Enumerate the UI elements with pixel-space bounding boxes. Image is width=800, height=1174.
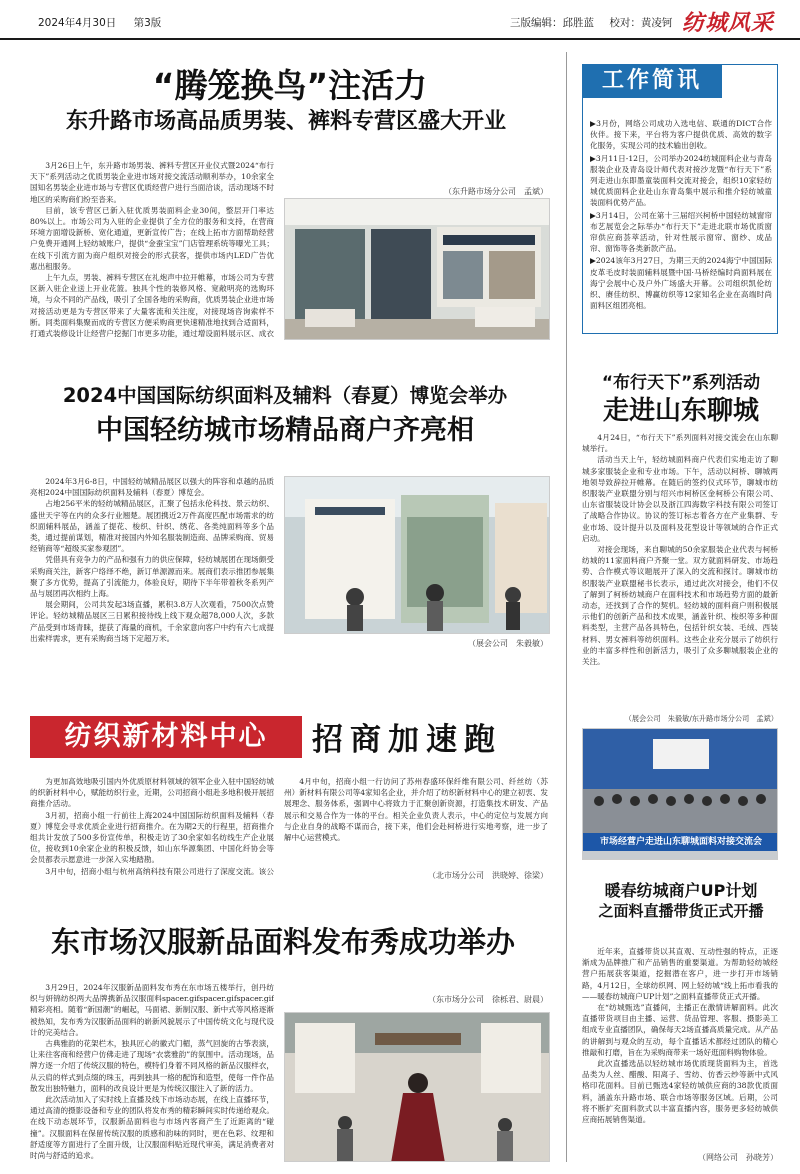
sidebar-article2-title-line1: 暖春纺城商户UP计划: [604, 881, 758, 900]
article3-body-col2: [284, 776, 548, 866]
article3-paragraph: 3月中旬，招商小组与杭州高纳科技有限公司进行了深度交流。该公: [45, 866, 274, 876]
sidebar-article1-title-line2: 走进山东聊城: [602, 396, 759, 426]
article2-paragraph: 展会期间，公司共发起3场直播，累积3.8万人次观看，7500次点赞评论。轻纺城精品展区三日累积接待线上线下观众超78,000人次，多款产品受到市场青睐，提获了海量的商机，千余家意向客户中约有六七成提出索样需求，更有采购商当场下定超万米。: [30, 600, 274, 643]
article1-paragraph: 3月26日上午，东升路市场男装、裤料专营区开业仪式暨2024“布行天下”系列活动之优质男装企业进市场对接交流活动顺利举办，10余家全国知名男装企业进市场与专营区优质经营户进行当面洽谈，活动现场不时地区的采购商们纷至沓来。: [30, 161, 274, 204]
sidebar-article1-photo-banner: 市场经营户走进山东聊城面料对接交流会: [599, 837, 762, 847]
article3-body-col1: [30, 776, 274, 878]
header-dateline: [38, 15, 175, 30]
article4-paragraph: 3月29日，2024年汉服新品面料发布秀在东市场五楼举行，创丹纺织与妍锦纺织两大品牌携新品汉服面料spacer.gifspacer.gifspacer.gif精彩亮相。随着“新国潮”的崛起，马面裙、新制汉服、新中式等风格逐渐被热知，发布秀为汉服新品面料的崭新风貌展示了中国传统文化与现代设计的完美结合。: [30, 983, 274, 1037]
article1-paragraph: 目前，该专营区已新入驻优质男装面料企业30间，整层开门率达80%以上。市场公司为入驻的企业提供了全方位的服务和支持，在营商环境方面增设新桥、宽化通道，更新宣传广告；在线上拓市方面帮助经营户免费开通网上轻纺城账户，提供“金蚕宝宝”门店管理系统等曝光工具；在线下引流方面为商户组织对接会的形式获客，提供市场内LED广告优惠出租服务。: [30, 205, 274, 271]
expo-booth-image: [285, 477, 550, 634]
work-news-list: [590, 118, 772, 312]
article3-paragraph: 3月初，招商小组一行前往上海2024中国国际纺织面料及辅料（春夏）博览会寻求优质企业进行招商推介。在为期2天的行程里，招商推介组共计发放了500多份宣传单，积极走访了30余家如名纺线生产企业展位，接收到10余家企业的积极反馈，如山东华源集团、中国化纤协会等会员都表示愿意进一步深入实地踏勘。: [30, 810, 274, 865]
article1-title: “腾笼换鸟”注活力: [152, 66, 428, 105]
sidebar-article1-photo: [582, 728, 778, 860]
sidebar-article1-title-line1: “布行天下”系列活动: [601, 373, 761, 393]
hanfu-show-image: [285, 1013, 550, 1162]
article4-title: 东市场汉服新品面料发布秀成功举办: [50, 925, 515, 959]
sidebar-article2-byline: （网络公司 孙晓芳）: [698, 1153, 778, 1162]
store-interior-image: [285, 199, 550, 340]
article2-paragraph: 2024年3月6-8日，中国轻纺城精品展区以强大的阵容和卓越的品质亮相2024中国国际纺织面料及辅料（春夏）博览会。: [30, 477, 274, 498]
article2-paragraph: 占地256平米的轻纺城精品展区，汇聚了包括永伦科技、景云纺织、盛世天宇等在内的众多行业翘楚。展团携近2万件高度匹配市场需求的纺织面辅料展品，涵盖了提花、梭织、针织、绣花、各类纯面料等多个品类，通过提前谋划，精准对接国内外知名服装制造商、品牌采购商、贸易经销商等“超级买家参观团”。: [30, 499, 274, 554]
sidebar-article1-body: [582, 432, 778, 712]
article4-hanfu-photo: [284, 1012, 550, 1162]
article2-byline: （展会公司 朱毅敏）: [468, 639, 548, 648]
article1-subtitle: 东升路市场高品质男装、裤料专营区盛大开业: [65, 109, 506, 134]
issue-date: 2024年4月30日: [38, 17, 117, 29]
sidebar-article1-paragraph: 活动当天上午，轻纺城面料商户代表们实地走访了聊城多家服装企业和专业市场。下午，活动以柯桥、聊城两地领导致辞拉开帷幕。在随后的签约仪式环节，聊城市纺织服装产业联盟分别与绍兴市柯桥区金柯桥公有限公司、山东省服装设计协会以及浙江四海数字科技有限公司签订了战略合作协议。协议的签订标志着各方在产业集群、专业市场、设计提升以及面料及花型设计等领域的合作正式启动。: [582, 455, 778, 543]
article3-banner-black: 招商加速跑: [312, 722, 502, 758]
sidebar-article2-paragraph: 此次直播选品以轻纺城市场优质现货面料为主，首选品类为人丝、醋酸、阳离子、雪纺、仿香云纱等新中式风格印花面料。目前已甄选4家轻纺城供应商的38款优质面料，涵盖东升路市场、联合市场等服务区域。后期，公司将不断扩充面料款式以丰富直播内容，服务更多轻纺城供应商拓展销售渠道。: [582, 1059, 778, 1125]
article2-body: [30, 476, 274, 706]
article1-body-col1: [30, 160, 274, 340]
article4-byline: （东市场分公司 徐栎君、尉晨）: [428, 995, 548, 1004]
section-logo: 纺城风采: [682, 10, 775, 36]
article4-paragraph: 古典雅韵的花架栏木，独具匠心的徽式门楣，蒸气回旋的古筝表演，让来往客商和经营户仿佛走进了现场“衣裳雅韵”的氛围中。活动现场，品牌方逐一介绍了传统汉服的特色，模特们身着不同风格的新品汉服样衣，从云肩的样式到点缀的珠玉，再到独具一格的配饰和造型，使每一件作品散发出独特魅力，面料的改良设计更是为传统汉服注入了新的活力。: [30, 1039, 274, 1093]
article2-expo-photo: [284, 476, 550, 634]
article4-paragraph: 此次活动加入了实时线上直播及线下市场动态展，在线上直播环节，通过高清的摄影设备和专业的团队将发布秀的精彩瞬间实时传递给观众。在线下动态展环节，汉服新品面料也与市场内客商产生了近距离的“碰撞”。汉服面料在保留传统汉服的质感和韵味的同时，更在色彩、纹理和舒适度等方面进行了全面升级，让汉服面料贴近现代审美，满足消费者对时尚与舒适的追求。: [30, 1095, 274, 1161]
work-news-title: 工作简讯: [582, 64, 722, 98]
article2-title-line2: 中国轻纺城市场精品商户齐亮相: [96, 415, 474, 446]
sidebar-article1-byline: （展会公司 朱毅敏/东升路市场分公司 孟斌）: [624, 714, 778, 723]
sidebar-article2-title-line2: 之面料直播带货正式开播: [598, 902, 764, 920]
work-news-item: ▶3月11日-12日，公司举办2024纺城面料企业与青岛服装企业及青岛设计师代表对接沙龙暨“布行天下”系列走进山东即墨童装面料交流对接会，组织10家轻纺城优质面料企业赴山东青岛集中展示和推介轻纺城童装面料优势产品。: [590, 153, 772, 208]
article1-store-photo: [284, 198, 550, 340]
page-number: 第3版: [133, 17, 162, 29]
article1-paragraph: 上午九点，男装、裤料专营区在礼炮声中拉开帷幕，市场公司为专营区新入驻企业送上开业花篮。独具个性的装修风格、宽敞明亮的选购环境，与众不同的产品线，吸引了全国各地的采购商，优质男装企业进市场对接活动更是为专营区带来了大量客流和关注度，对接现场咨询索样不断。同类面料集聚而成的专营区方便采购商更快速精准地找到合适面料，打通式装修设计让经营户挖掘门市更多功能，通过增设面料展示区、成衣: [30, 273, 274, 339]
article2-paragraph: 凭借具有竞争力的产品和强有力的供应保障，轻纺城展团在现场颇受采购商关注，新客户络绎不绝，新订单源源而来。展商们表示推团参展集聚了多方优势，提高了引流能力，体验良好，期待下半年带着秋冬系列产品与展团再次相约上海。: [30, 555, 274, 599]
article3-paragraph: 4月中旬，招商小组一行访问了苏州春盛环保纤维有限公司、纤丝纺（苏州）新材料有限公司等4家知名企业，并介绍了纺织新材料中心的建立初衷、发展理念、服务体系，强调中心将致力于汇聚创新资源，打造集技术研发、产品展示和交易合作为一体的平台。相关企业负责人表示，中心的定位与发展方向与企业自身的战略不谋而合，接下来，他们会赴柯桥进行实地考察，进一步了解中心运营模式。: [284, 777, 548, 843]
work-news-item: ▶2024该年3月27日，为期三天的2024海宁中国国际皮革毛皮时装面辅料展暨中国·马桥经编时尚面料展在海宁会展中心及户外广场盛大开幕。公司组织凯伦纺织、赓佳纺织、博赢纺织等12家知名企业在高端时尚面料区组团亮相。: [590, 256, 772, 311]
article3-banner-red: 纺织新材料中心: [30, 716, 302, 758]
sidebar-article2-paragraph: 在“纺城甄选”直播间，主播正在激情讲解面料。此次直播带货项目由主播、运营、货品管理、客服、摄影美工组成专业直播团队，确保每天2场直播高质量完成。从产品的讲解到与观众的互动，每个直播话术都经过团队的精心推敲和打磨，旨在为采购商带来一场好逛面料购物体验。: [582, 1003, 778, 1057]
proofreader-credit: 校对：黄凌钶: [609, 17, 673, 29]
article4-body-col1: [30, 982, 274, 1162]
work-news-item: ▶3月14日，公司在第十三届绍兴柯桥中国轻纺城窗帘布艺展览会之际举办“布行天下”走进北联市场优质窗帘供应商荟萃活动，针对性展示窗帘、窗纱、成品帘、窗饰等各类新款产品。: [590, 210, 772, 254]
sidebar-article1-paragraph: 4月24日，“布行天下”系列面料对接交流会在山东聊城举行。: [582, 433, 778, 454]
article3-paragraph: 为更加高效地吸引国内外优质原材料领域的领军企业入驻中国轻纺城的织新材料中心，赋能纺织行业，近期，公司招商小组赴多地积极开展招商推介活动。: [30, 777, 274, 809]
page-header: [0, 0, 800, 40]
article2-title-line1: 2024中国国际纺织面料及辅料（春夏）博览会举办: [62, 384, 508, 407]
article1-body-col2: [284, 160, 548, 184]
sidebar-article2-paragraph: 近年来，直播带货以其直观、互动性强的特点，正逐渐成为品牌推广和产品销售的重要渠道。为帮助轻纺城经营户拓展获客渠道，挖掘潜在客户，进一步打开市场销路，4月12日，全球纺织网、网上轻纺城“线上拓市看我的——暖春纺城商户UP计划”之面料直播带货正式开播。: [582, 947, 778, 1001]
column-divider: [566, 52, 567, 1162]
article3-byline: （北市场分公司 洪晓婷、徐梁）: [428, 871, 548, 880]
article1-byline: （东升路市场分公司 孟斌）: [444, 187, 548, 196]
header-credits: [510, 15, 684, 30]
sidebar-article2-body: [582, 946, 778, 1148]
editor-credit: 三版编辑：邱胜蓝: [510, 17, 594, 29]
sidebar-article1-paragraph: 对接会现场，来自聊城的50余家服装企业代表与柯桥纺城的11家面料商户齐聚一堂。双方就面料研发、市场趋势、合作模式等议题展开了深入的交流和探讨。聊城市纺织服装产业联盟秘书长表示，通过此次对接会，他们不仅了解到了柯桥纺城商户在面料技术和市场趋势方面的最新动态，还找到了合作的契机。轻纺城的面料商户则积极展示他们的创新产品和技术成果，涵盖针织、梭织等多种面料类型，主营产品各具特色，包括针织女装、毛绒、西装材料、男女裤料等纺织面料。这些企业充分展示了纺织行业的丰富多样性和创新活力，吸引了众多聊城服装企业的关注。: [582, 545, 778, 667]
work-news-item: ▶3月份，网络公司成功入选电信、联通的DICT合作伙伴。接下来，平台将为客户提供优质、高效的数字化服务，实现公司的技术输出创收。: [590, 119, 772, 151]
